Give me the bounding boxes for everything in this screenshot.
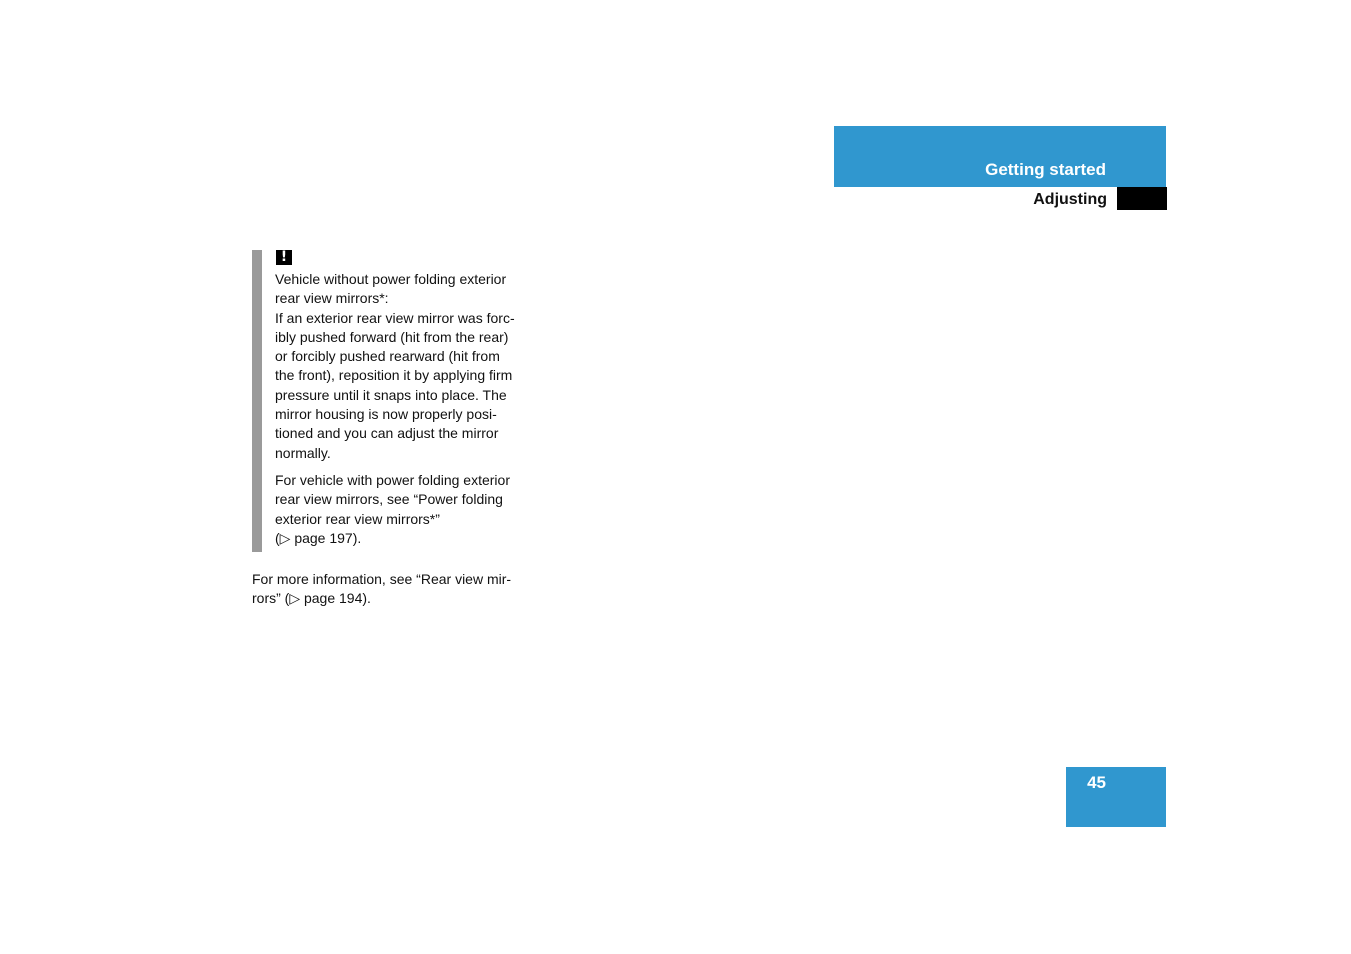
subsection-header	[834, 187, 1167, 210]
section-title: Getting started	[985, 160, 1106, 179]
subsection-title: Adjusting	[1033, 191, 1107, 208]
page-number-box	[1066, 767, 1166, 827]
subsection-marker	[1117, 187, 1167, 210]
warning-icon: !	[276, 250, 292, 265]
notice-bar	[252, 250, 262, 552]
chapter-header	[834, 126, 1166, 187]
notice-box	[252, 250, 542, 552]
page-number: 45	[1087, 773, 1106, 792]
notice-paragraph-power-folding: For vehicle with power folding exterior rear view mirrors, see “Power folding exterior rear view mirrors*” (▷ page 197).	[275, 471, 510, 546]
notice-text	[275, 270, 537, 556]
notice-paragraph-mirror-reposition: Vehicle without power folding exterior rear view mirrors*: If an exterior rear view mirror was forc- ibly pushed forward (hit from the rear) or forcibly pushed rearward (hit from the front), reposition it by applying firm pressure until it snaps into place. The mirror housing is now properly posi- tioned and you can adjust the mirror normally.	[275, 271, 515, 461]
more-info-text: For more information, see “Rear view mir- rors” (▷ page 194).	[252, 571, 512, 607]
